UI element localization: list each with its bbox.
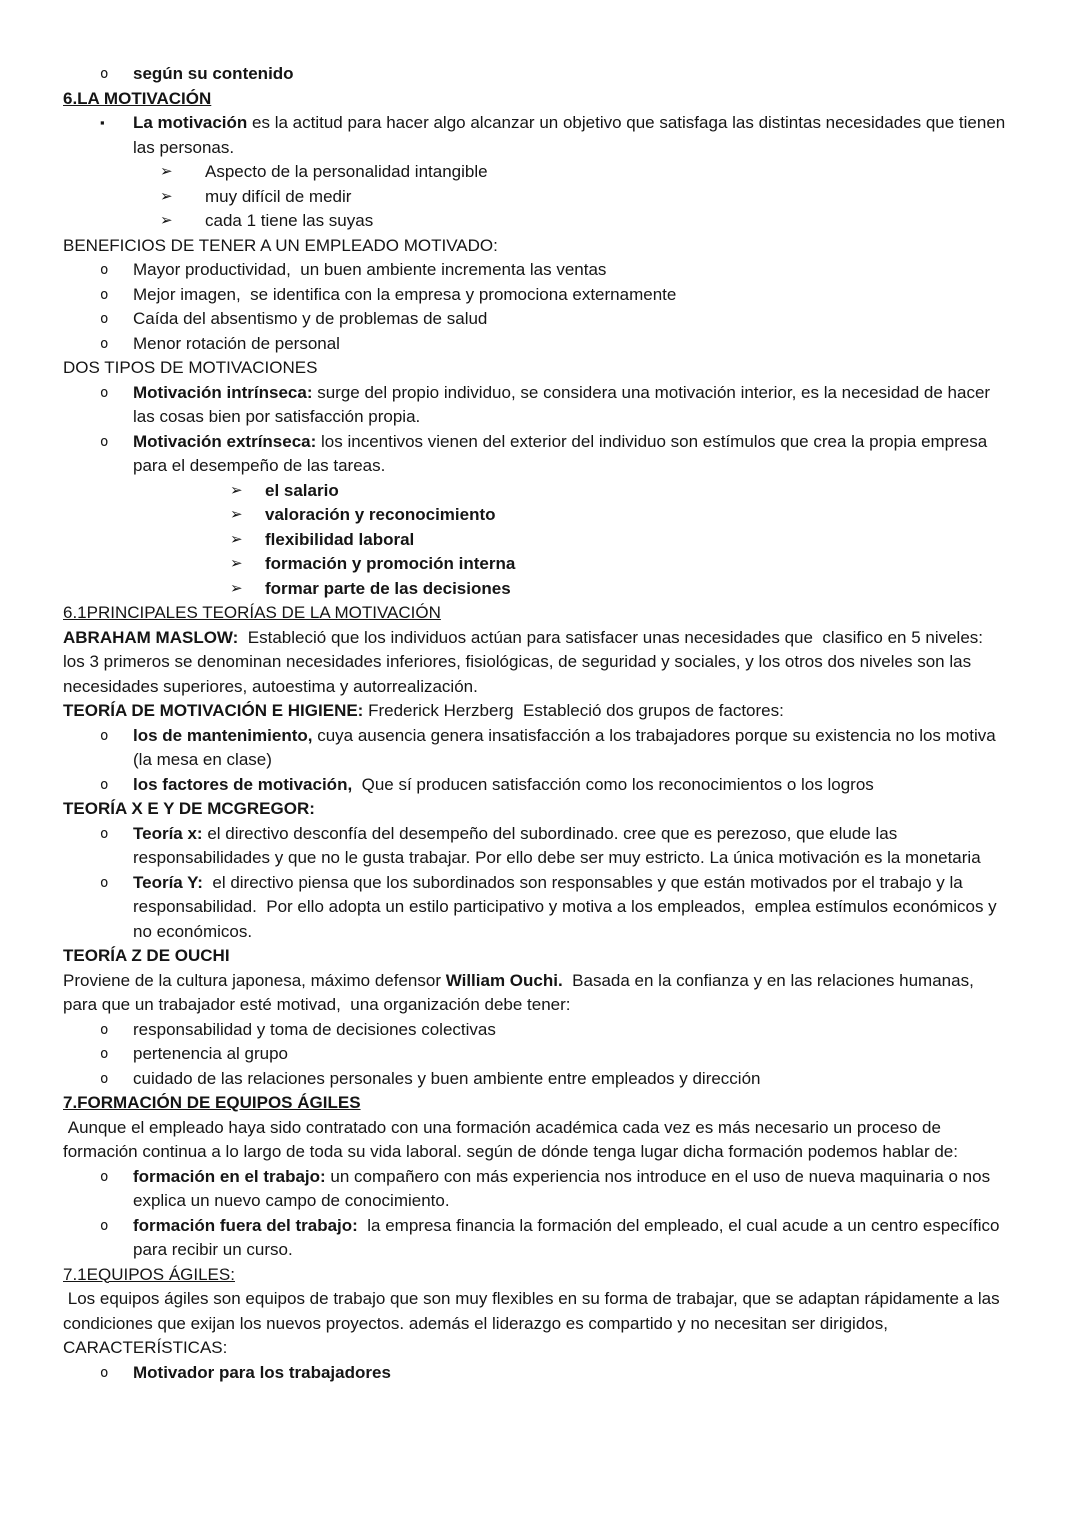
line-text: Mayor productividad, un buen ambiente incrementa las ventas [133, 260, 607, 279]
circle-bullet-icon: o [100, 1364, 109, 1381]
square-bullet-icon: ▪ [100, 115, 105, 130]
bullet-item [63, 724, 1006, 773]
bullet-item [63, 1214, 1006, 1263]
line-text: muy difícil de medir [205, 186, 352, 206]
bullet-item [63, 1042, 1006, 1067]
line-text: el salario [265, 480, 339, 500]
bullet-item [63, 381, 1006, 430]
bullet-item [63, 209, 1006, 234]
section-heading [63, 1091, 1006, 1116]
arrow-bullet-icon: ➢ [230, 506, 243, 523]
bullet-item [63, 1067, 1006, 1092]
circle-bullet-icon: o [100, 1168, 109, 1185]
paragraph [63, 699, 1006, 724]
line-text: 6.1PRINCIPALES TEORÍAS DE LA MOTIVACIÓN [63, 603, 441, 622]
paragraph [63, 797, 1006, 822]
line-text: La motivación es la actitud para hacer algo alcanzar un objetivo que satisfaga las distintas necesidades que tienen las personas. [133, 113, 1010, 157]
line-text: CARACTERÍSTICAS: [63, 1338, 228, 1357]
line-text: TEORÍA DE MOTIVACIÓN E HIGIENE: Frederick Herzberg Estableció dos grupos de factores: [63, 701, 784, 720]
paragraph [63, 234, 1006, 259]
line-text: 7.1EQUIPOS ÁGILES: [63, 1264, 235, 1284]
line-text: Motivador para los trabajadores [133, 1362, 391, 1382]
line-text: los factores de motivación, Que sí producen satisfacción como los reconocimientos o los logros [133, 774, 874, 794]
bullet-item [63, 258, 1006, 283]
bullet-item [63, 111, 1010, 160]
line-text: Proviene de la cultura japonesa, máximo defensor William Ouchi. Basada en la confianza y en las relaciones humanas, para que un trabajador esté motivad, una organización debe tener: [63, 970, 984, 1014]
bullet-item [63, 62, 1006, 87]
line-text: Los equipos ágiles son equipos de trabajo que son muy flexibles en su forma de trabajar, que se adaptan rápidamente a las condiciones que exijan los nuevos proyectos. además el liderazgo es compartido y no necesitan ser dirigidos, [63, 1289, 1005, 1333]
line-text: responsabilidad y toma de decisiones colectivas [133, 1019, 496, 1039]
circle-bullet-icon: o [100, 335, 109, 352]
circle-bullet-icon: o [100, 384, 109, 401]
line-text: formación en el trabajo: un compañero con más experiencia nos introduce en el uso de nueva maquinaria o nos explica un nuevo campo de conocimiento. [133, 1166, 995, 1210]
line-text: Caída del absentismo y de problemas de salud [133, 309, 488, 328]
line-text: Menor rotación de personal [133, 333, 340, 353]
line-text: los de mantenimiento, cuya ausencia genera insatisfacción a los trabajadores porque su existencia no los motiva (la mesa en clase) [133, 725, 1001, 769]
bullet-item [63, 479, 1006, 504]
line-text: Motivación intrínseca: surge del propio individuo, se considera una motivación interior, es la necesidad de hacer las cosas bien por satisfacción propia. [133, 382, 995, 426]
line-text: Aspecto de la personalidad intangible [205, 162, 488, 181]
bullet-item [63, 1018, 1006, 1043]
line-text: Mejor imagen, se identifica con la empresa y promociona externamente [133, 284, 677, 304]
paragraph [63, 969, 1006, 1018]
arrow-bullet-icon: ➢ [160, 163, 173, 180]
paragraph [63, 1116, 1006, 1165]
line-text: cada 1 tiene las suyas [205, 211, 374, 230]
circle-bullet-icon: o [100, 1217, 109, 1234]
arrow-bullet-icon: ➢ [230, 530, 243, 548]
line-text: ABRAHAM MASLOW: Estableció que los individuos actúan para satisfacer unas necesidades que clasifico en 5 niveles: los 3 primeros se denominan necesidades inferiores, fisiológicas, de seguridad y sociales, y los otros dos niveles son las necesidades superiores, autoestima y autorrealización. [63, 627, 988, 696]
line-text: según su contenido [133, 64, 294, 83]
circle-bullet-icon: o [100, 1021, 109, 1038]
bullet-item [63, 822, 1006, 871]
bullet-item [63, 1361, 1006, 1386]
line-text: TEORÍA X E Y DE MCGREGOR: [63, 799, 315, 818]
line-text: 6.LA MOTIVACIÓN [63, 88, 212, 108]
bullet-item [63, 773, 1006, 798]
line-text: formación y promoción interna [265, 554, 516, 573]
line-text: pertenencia al grupo [133, 1044, 289, 1063]
bullet-item [63, 552, 1006, 577]
section-heading [63, 87, 1006, 112]
paragraph [63, 944, 1006, 969]
arrow-bullet-icon: ➢ [230, 555, 243, 572]
bullet-item [63, 1165, 1006, 1214]
paragraph [63, 626, 1006, 700]
line-text: valoración y reconocimiento [265, 505, 496, 524]
bullet-item [63, 503, 1006, 528]
bullet-item [63, 185, 1006, 210]
line-text: flexibilidad laboral [265, 529, 415, 549]
bullet-item [63, 528, 1006, 553]
circle-bullet-icon: o [100, 776, 109, 793]
bullet-item [63, 577, 1006, 602]
line-text: DOS TIPOS DE MOTIVACIONES [63, 358, 318, 377]
bullet-item [63, 307, 1006, 332]
line-text: Motivación extrínseca: los incentivos vienen del exterior del individuo son estímulos que crea la propia empresa para el desempeño de las tareas. [133, 431, 992, 475]
circle-bullet-icon: o [100, 286, 109, 303]
section-heading [63, 1263, 1006, 1288]
circle-bullet-icon: o [100, 66, 109, 82]
circle-bullet-icon: o [100, 433, 109, 450]
circle-bullet-icon: o [100, 825, 109, 842]
bullet-item [63, 871, 1006, 945]
line-text: cuidado de las relaciones personales y buen ambiente entre empleados y dirección [133, 1068, 761, 1088]
circle-bullet-icon: o [100, 311, 109, 327]
arrow-bullet-icon: ➢ [230, 579, 243, 597]
paragraph [63, 356, 1006, 381]
arrow-bullet-icon: ➢ [230, 481, 243, 499]
circle-bullet-icon: o [100, 874, 109, 891]
line-text: BENEFICIOS DE TENER A UN EMPLEADO MOTIVADO: [63, 235, 498, 255]
document-body [63, 62, 1010, 1385]
line-text: Aunque el empleado haya sido contratado con una formación académica cada vez es más necesario un proceso de formación continua a lo largo de toda su vida laboral. según de dónde tenga lugar dicha formación podemos hablar de: [63, 1117, 958, 1161]
arrow-bullet-icon: ➢ [160, 187, 173, 205]
line-text: formar parte de las decisiones [265, 578, 511, 598]
line-text: TEORÍA Z DE OUCHI [63, 946, 230, 965]
bullet-item [63, 332, 1006, 357]
circle-bullet-icon: o [100, 1070, 109, 1087]
paragraph [63, 1336, 1006, 1361]
arrow-bullet-icon: ➢ [160, 212, 173, 229]
line-text: Teoría x: el directivo desconfía del desempeño del subordinado. cree que es perezoso, que elude las responsabilidades y que no le gusta trabajar. Por ello debe ser muy estricto. La única motivación es la monetaria [133, 823, 981, 867]
bullet-item [63, 160, 1006, 185]
bullet-item [63, 283, 1006, 308]
circle-bullet-icon: o [100, 1046, 109, 1062]
section-heading [63, 601, 1006, 626]
line-text: formación fuera del trabajo: la empresa financia la formación del empleado, el cual acude a un centro específico para recibir un curso. [133, 1215, 1005, 1259]
bullet-item [63, 430, 1006, 479]
line-text: 7.FORMACIÓN DE EQUIPOS ÁGILES [63, 1093, 361, 1112]
circle-bullet-icon: o [100, 262, 109, 278]
paragraph [63, 1287, 1006, 1336]
line-text: Teoría Y: el directivo piensa que los subordinados son responsables y que están motivados por el trabajo y la responsabilidad. Por ello adopta un estilo participativo y motiva a los empleados, emplea estímulos económicos y no económicos. [133, 872, 1002, 941]
circle-bullet-icon: o [100, 727, 109, 744]
